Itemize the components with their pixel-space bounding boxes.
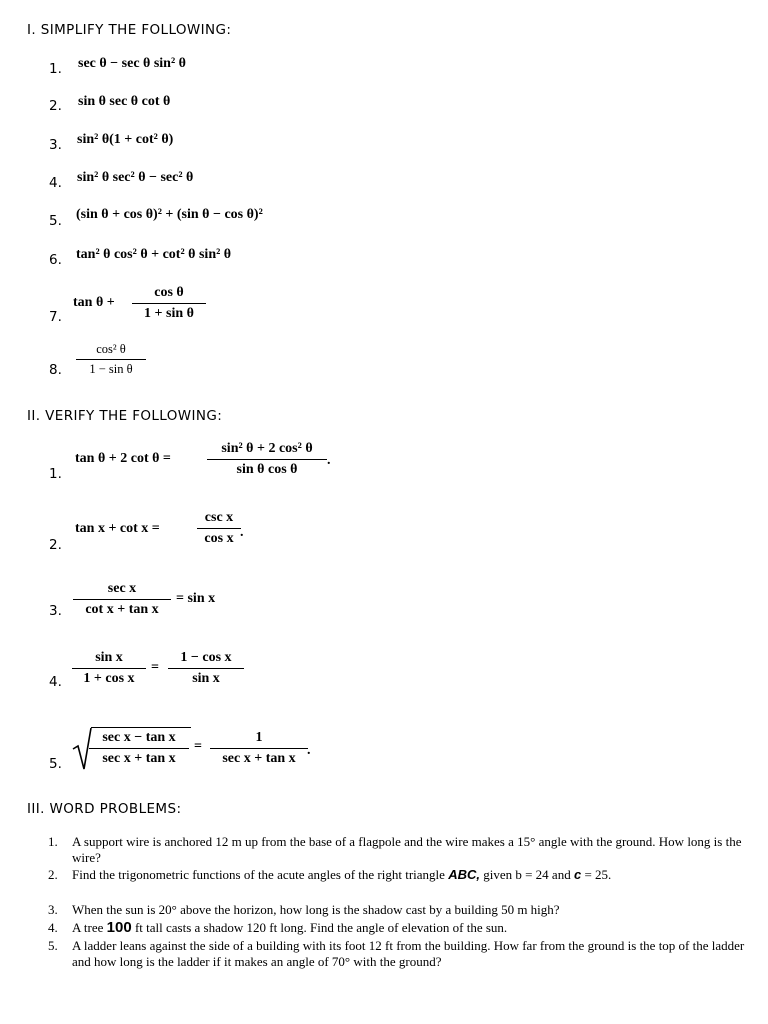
triangle-label: ABC,	[448, 867, 480, 882]
item-number: 3.	[48, 902, 58, 917]
item-number: 4.	[48, 920, 58, 935]
word-problem-text: When the sun is 20° above the horizon, how long is the shadow cast by a building 50 m high?	[72, 902, 560, 917]
verify-4-equals: =	[151, 660, 159, 675]
simplify-expression-7-lead: tan θ +	[73, 295, 115, 310]
item-number: 1.	[49, 466, 62, 482]
verify-4-right-fraction	[168, 650, 244, 687]
word-problem-5	[48, 938, 748, 970]
text-part: = 25.	[581, 867, 612, 882]
numerator: sec x	[73, 581, 171, 600]
item-number: 5.	[49, 213, 62, 229]
numerator: cos θ	[132, 285, 206, 304]
word-problem-text: A support wire is anchored 12 m up from the base of a flagpole and the wire makes a 15° angle with the ground. How long is the wire?	[72, 834, 742, 865]
simplify-expression-4: sin² θ sec² θ − sec² θ	[77, 170, 194, 185]
simplify-expression-1: sec θ − sec θ sin² θ	[78, 56, 186, 71]
word-problem-4	[48, 920, 748, 936]
denominator: sin x	[192, 671, 220, 686]
word-problem-text: A ladder leans against the side of a building with its foot 12 ft from the building. How far from the ground is the top of the ladder and how long is the ladder if it makes an angle of 70° with the ground?	[72, 938, 745, 969]
word-problem-2	[48, 867, 748, 883]
variable-c: c	[573, 867, 582, 882]
verify-5-equals: =	[194, 739, 202, 754]
denominator: 1 − sin θ	[89, 362, 133, 376]
numerator: 1	[210, 730, 308, 749]
item-number: 5.	[49, 756, 62, 772]
item-number: 8.	[49, 362, 62, 378]
text-part: given b = 24 and	[479, 867, 574, 882]
item-number: 4.	[49, 674, 62, 690]
radical-overline	[91, 727, 191, 728]
verify-1-period: .	[327, 453, 331, 468]
item-number: 2.	[49, 537, 62, 553]
numerator: 1 − cos x	[168, 650, 244, 669]
item-number: 1.	[49, 61, 62, 77]
verify-5-left-fraction	[89, 730, 189, 767]
simplify-expression-5: (sin θ + cos θ)² + (sin θ − cos θ)²	[76, 207, 263, 222]
denominator: cos x	[204, 531, 234, 546]
verify-1-lead: tan θ + 2 cot θ =	[75, 451, 171, 466]
text-part: A tree	[72, 920, 107, 935]
simplify-expression-7-fraction	[132, 285, 206, 322]
item-number: 2.	[49, 98, 62, 114]
simplify-expression-2: sin θ sec θ cot θ	[78, 94, 171, 109]
item-number: 7.	[49, 309, 62, 325]
section-2-title: II. VERIFY THE FOLLOWING:	[27, 408, 223, 424]
item-number: 1.	[48, 834, 58, 849]
item-number: 5.	[48, 938, 58, 953]
section-3-title: III. WORD PROBLEMS:	[27, 801, 182, 817]
numerator: sin² θ + 2 cos² θ	[207, 441, 327, 460]
denominator: cot x + tan x	[85, 602, 159, 617]
verify-3-fraction	[73, 581, 171, 618]
numerator: sec x − tan x	[89, 730, 189, 749]
verify-4-left-fraction	[72, 650, 146, 687]
numerator: cos² θ	[76, 342, 146, 360]
text-part: ft tall casts a shadow 120 ft long. Find the angle of elevation of the sun.	[131, 920, 508, 935]
item-number: 4.	[49, 175, 62, 191]
tree-height-value: 100	[106, 919, 132, 936]
verify-2-fraction	[197, 510, 241, 547]
item-number: 3.	[49, 603, 62, 619]
numerator: csc x	[197, 510, 241, 529]
denominator: sec x + tan x	[222, 751, 296, 766]
word-problem-text	[72, 920, 748, 936]
item-number: 2.	[48, 867, 58, 882]
denominator: 1 + sin θ	[144, 306, 194, 321]
denominator: 1 + cos x	[83, 671, 135, 686]
verify-3-rhs: = sin x	[176, 591, 216, 606]
verify-1-fraction	[207, 441, 327, 478]
verify-2-lead: tan x + cot x =	[75, 521, 160, 536]
verify-5-period: .	[307, 743, 311, 758]
denominator: sec x + tan x	[102, 751, 176, 766]
verify-5-right-fraction	[210, 730, 308, 767]
verify-2-period: .	[240, 525, 244, 540]
denominator: sin θ cos θ	[236, 462, 298, 477]
item-number: 3.	[49, 137, 62, 153]
numerator: sin x	[72, 650, 146, 669]
simplify-expression-3: sin² θ(1 + cot² θ)	[77, 132, 174, 147]
simplify-expression-8-fraction	[76, 342, 146, 377]
item-number: 6.	[49, 252, 62, 268]
word-problem-1	[48, 834, 748, 866]
simplify-expression-6: tan² θ cos² θ + cot² θ sin² θ	[76, 247, 232, 262]
word-problem-3	[48, 902, 748, 918]
word-problem-text	[72, 867, 748, 883]
section-1-title: I. SIMPLIFY THE FOLLOWING:	[27, 22, 232, 38]
text-part: Find the trigonometric functions of the acute angles of the right triangle	[72, 867, 449, 882]
